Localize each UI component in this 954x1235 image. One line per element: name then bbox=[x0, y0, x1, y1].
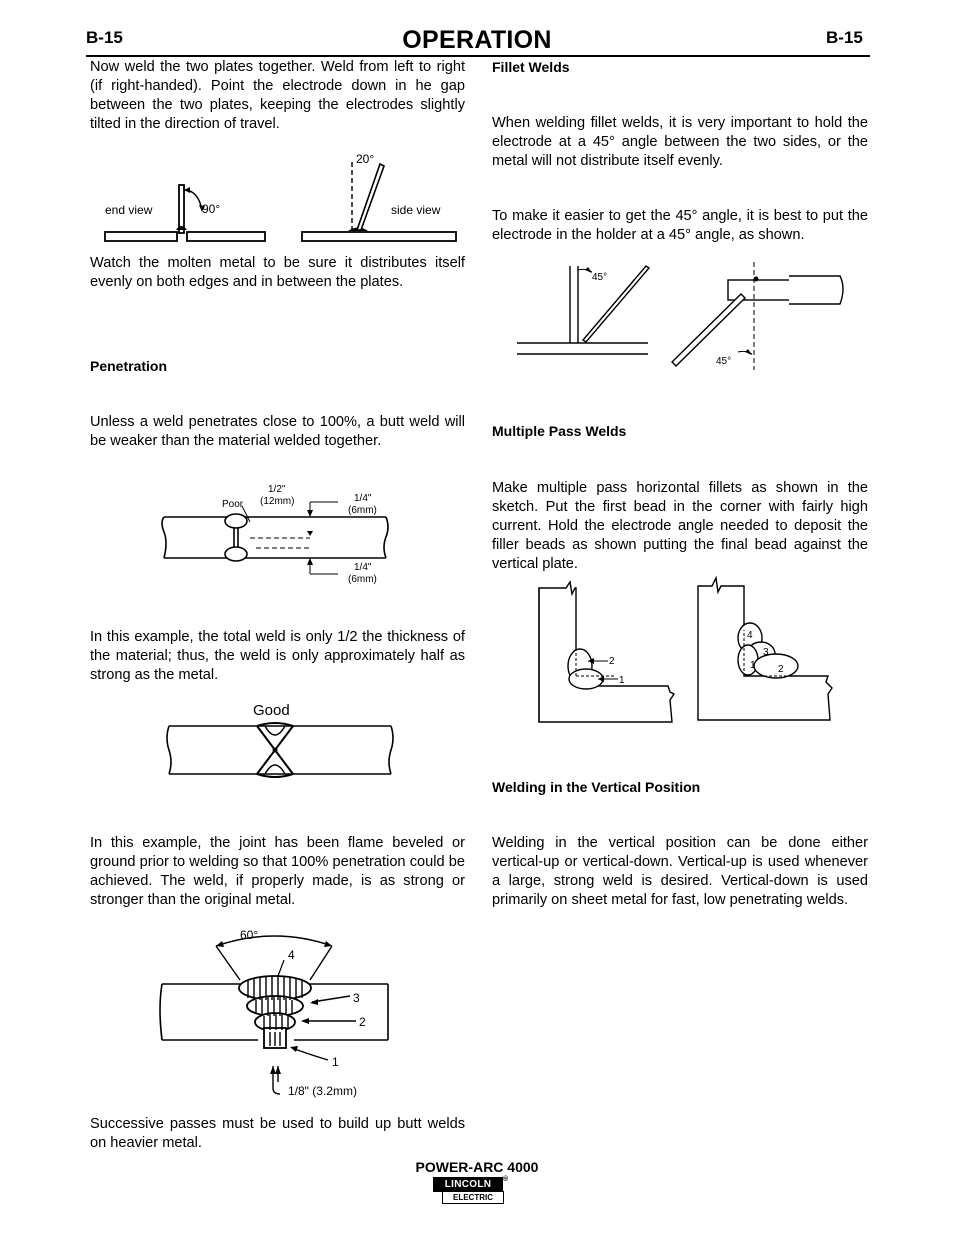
page-code-right: B-15 bbox=[826, 28, 863, 47]
right-bead-4-label: 4 bbox=[747, 630, 753, 641]
left-bead-1-label: 1 bbox=[619, 675, 625, 686]
right-bead-2-label: 2 bbox=[778, 664, 784, 675]
vertical-position-heading: Welding in the Vertical Position bbox=[492, 779, 701, 795]
quarter-inch-bottom-label: 1/4" bbox=[354, 562, 372, 573]
fillet-welds-heading: Fillet Welds bbox=[492, 59, 570, 75]
quarter-inch-top-label: 1/4" bbox=[354, 493, 372, 504]
right-bead-1-label: 1 bbox=[750, 660, 756, 671]
fillet-angle-2-label: 45° bbox=[716, 356, 732, 367]
page-title: OPERATION bbox=[402, 26, 552, 54]
multiple-pass-heading: Multiple Pass Welds bbox=[492, 423, 627, 439]
header-rule bbox=[86, 55, 870, 57]
left-paragraph-1: Now weld the two plates together. Weld from left to right (if right-handed). Point the electrode down in he gap between the two plates, keeping the electrodes slightly tilted in the direction of travel. bbox=[90, 59, 465, 132]
logo-top: LINCOLN bbox=[433, 1177, 503, 1192]
page-code-left: B-15 bbox=[86, 28, 123, 47]
angle-90-label: 90° bbox=[202, 202, 221, 216]
product-model: POWER-ARC 4000 bbox=[415, 1159, 539, 1175]
right-paragraph-3: Make multiple pass horizontal fillets as shown in the sketch. Put the first bead in the corner with fairly high current. Hold the electrode angle needed to deposit the filler beads as shown putting the final bead against the vertical plate. bbox=[492, 480, 868, 572]
sixty-degree-label: 60° bbox=[240, 928, 259, 942]
lincoln-electric-logo bbox=[433, 1177, 509, 1204]
left-paragraph-4: In this example, the total weld is only 1/2 the thickness of the material; thus, the weld is only approximately half as strong as the metal. bbox=[90, 629, 465, 683]
left-paragraph-5: In this example, the joint has been flame beveled or ground prior to welding so that 100% penetration could be achieved. The weld, if properly made, is as strong or stronger than the original metal. bbox=[90, 835, 465, 908]
pass-1-label: 1 bbox=[332, 1055, 339, 1069]
right-paragraph-2: To make it easier to get the 45° angle, it is best to put the electrode in the holder at a 45° angle, as shown. bbox=[492, 208, 868, 243]
right-bead-3-label: 3 bbox=[763, 647, 769, 658]
angle-20-label: 20° bbox=[356, 152, 375, 166]
poor-label: Poor bbox=[222, 499, 244, 510]
fillet-angle-1-label: 45° bbox=[592, 272, 608, 283]
end-view-label: end view bbox=[105, 203, 153, 217]
left-paragraph-6: Successive passes must be used to build up butt welds on heavier metal. bbox=[90, 1116, 465, 1151]
right-paragraph-4: Welding in the vertical position can be done either vertical-up or vertical-down. Vertical-up is used whenever a large, strong weld is desired. Vertical-down is used primarily on sheet metal for fast, low penetrating welds. bbox=[492, 835, 868, 908]
left-paragraph-2: Watch the molten metal to be sure it distributes itself evenly on both edges and in between the plates. bbox=[90, 255, 465, 290]
pass-3-label: 3 bbox=[353, 991, 360, 1005]
pass-2-label: 2 bbox=[359, 1015, 366, 1029]
figure-good-penetration bbox=[165, 698, 395, 780]
quarter-mm-bottom-label: (6mm) bbox=[348, 574, 377, 585]
half-mm-label: (12mm) bbox=[260, 496, 295, 507]
side-view-label: side view bbox=[391, 203, 441, 217]
registered-mark: ® bbox=[503, 1176, 509, 1183]
left-paragraph-3: Unless a weld penetrates close to 100%, a butt weld will be weaker than the material welded together. bbox=[90, 414, 465, 449]
figure-multiple-pass-fillets bbox=[536, 576, 846, 726]
penetration-heading: Penetration bbox=[90, 358, 168, 374]
gap-label: 1/8" (3.2mm) bbox=[288, 1084, 357, 1098]
logo-bottom: ELECTRIC bbox=[442, 1191, 504, 1204]
pass-4-label: 4 bbox=[288, 948, 295, 962]
figure-end-side-view bbox=[90, 150, 465, 245]
figure-fillet-45-degree bbox=[514, 258, 854, 372]
left-bead-2-label: 2 bbox=[609, 656, 615, 667]
half-inch-label: 1/2" bbox=[268, 484, 286, 495]
good-label: Good bbox=[253, 702, 290, 719]
quarter-mm-top-label: (6mm) bbox=[348, 505, 377, 516]
figure-multipass-butt-weld bbox=[160, 928, 395, 1104]
right-paragraph-1: When welding fillet welds, it is very important to hold the electrode at a 45° angle between the two sides, or the metal will not distribute itself evenly. bbox=[492, 115, 868, 169]
figure-poor-penetration bbox=[160, 482, 390, 592]
